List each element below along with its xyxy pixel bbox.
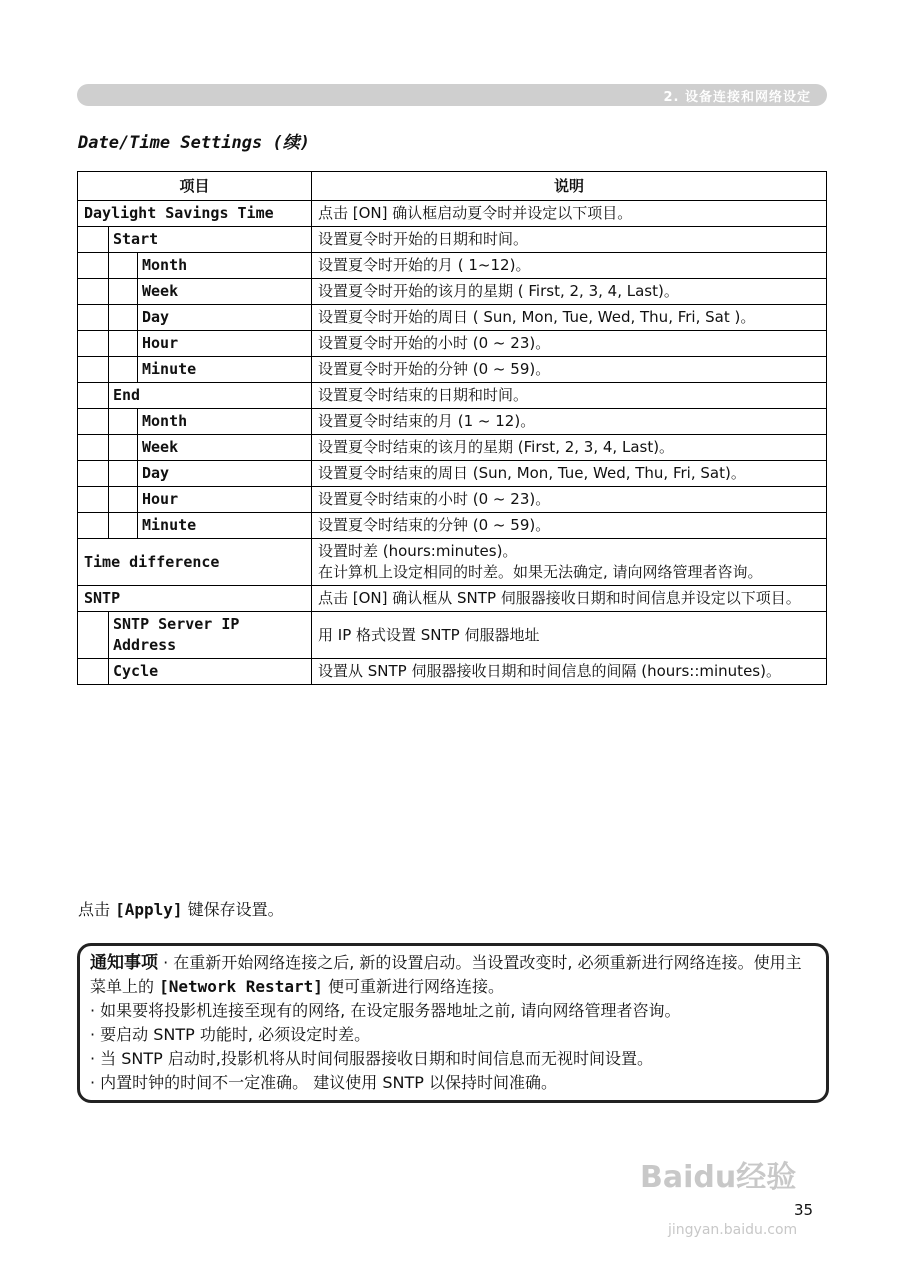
chapter-title: 2. 设备连接和网络设定: [663, 90, 811, 105]
notice-text-b: 便可重新进行网络连接。: [322, 977, 504, 996]
setting-item-label: Week: [142, 438, 179, 456]
setting-item-label: SNTP: [84, 589, 121, 607]
indent-guide-line: [137, 486, 138, 513]
setting-item: [78, 659, 312, 685]
setting-description: 设置夏令时开始的小时 (0 ~ 23)。: [312, 331, 827, 357]
setting-description: 设置夏令时开始的日期和时间。: [312, 227, 827, 253]
setting-item-label: Cycle: [113, 662, 159, 680]
setting-description: 设置夏令时结束的分钟 (0 ~ 59)。: [312, 513, 827, 539]
setting-item: [78, 357, 312, 383]
chapter-header-bar: [77, 84, 827, 106]
table-row: [78, 279, 827, 305]
setting-description: 设置时差 (hours:minutes)。 在计算机上设定相同的时差。如果无法确定, 请向网络管理者咨询。: [312, 539, 827, 586]
setting-item: [78, 586, 312, 612]
table-header-row: [78, 172, 827, 201]
setting-description: 设置夏令时开始的月 ( 1~12)。: [312, 253, 827, 279]
table-row: [78, 586, 827, 612]
setting-item-label: SNTP Server IP Address: [113, 615, 240, 654]
setting-description: 设置夏令时开始的分钟 (0 ~ 59)。: [312, 357, 827, 383]
setting-description: 设置夏令时结束的周日 (Sun, Mon, Tue, Wed, Thu, Fri, Sat)。: [312, 461, 827, 487]
setting-item: [78, 279, 312, 305]
notice-bullet: · 要启动 SNTP 功能时, 必须设定时差。: [90, 1025, 371, 1044]
table-row: [78, 331, 827, 357]
table-body: [78, 201, 827, 685]
apply-key-label: [Apply]: [115, 900, 183, 919]
indent-guide-line: [108, 382, 109, 409]
indent-guide-line: [137, 252, 138, 279]
indent-guide-line: [137, 356, 138, 383]
footnote-suffix: 键保存设置。: [182, 900, 284, 919]
setting-item-label: End: [113, 386, 141, 404]
table-row: [78, 409, 827, 435]
setting-item-label: Hour: [142, 490, 179, 508]
setting-item: [78, 253, 312, 279]
indent-guide-line: [108, 460, 109, 487]
setting-item-label: Hour: [142, 334, 179, 352]
setting-item-label: Minute: [142, 516, 197, 534]
setting-item-label: Day: [142, 464, 170, 482]
table-row: [78, 201, 827, 227]
setting-item-label: Minute: [142, 360, 197, 378]
setting-item-label: Month: [142, 412, 188, 430]
table-row: [78, 659, 827, 685]
setting-item-label: Daylight Savings Time: [84, 204, 274, 222]
notice-bullet: · 内置时钟的时间不一定准确。 建议使用 SNTP 以保持时间准确。: [90, 1073, 557, 1092]
setting-item: [78, 409, 312, 435]
indent-guide-line: [137, 278, 138, 305]
watermark-url: jingyan.baidu.com: [668, 1222, 798, 1238]
table-row: [78, 253, 827, 279]
setting-description: 用 IP 格式设置 SNTP 伺服器地址: [312, 612, 827, 659]
setting-item: [78, 227, 312, 253]
setting-description: 设置夏令时开始的该月的星期 ( First, 2, 3, 4, Last)。: [312, 279, 827, 305]
table-row: [78, 383, 827, 409]
header-description: 说明: [312, 172, 827, 201]
watermark-logo: Baidu经验: [640, 1160, 797, 1195]
notice-title: 通知事项: [90, 953, 158, 973]
setting-item: [78, 513, 312, 539]
setting-item: [78, 487, 312, 513]
setting-item-label: Month: [142, 256, 188, 274]
table-row: [78, 539, 827, 586]
indent-guide-line: [137, 460, 138, 487]
table-row: [78, 487, 827, 513]
setting-item: [78, 201, 312, 227]
setting-description: 设置夏令时结束的小时 (0 ~ 23)。: [312, 487, 827, 513]
indent-guide-line: [137, 304, 138, 331]
setting-description: 设置夏令时开始的周日 ( Sun, Mon, Tue, Wed, Thu, Fri, Sat )。: [312, 305, 827, 331]
table-row: [78, 461, 827, 487]
indent-guide-line: [108, 486, 109, 513]
indent-guide-line: [108, 356, 109, 383]
indent-guide-line: [137, 408, 138, 435]
indent-guide-line: [137, 512, 138, 539]
indent-guide-line: [108, 434, 109, 461]
apply-footnote: [78, 897, 284, 920]
indent-guide-line: [137, 330, 138, 357]
indent-guide-line: [108, 658, 109, 685]
notice-bullet: · 当 SNTP 启动时,投影机将从时间伺服器接收日期和时间信息而无视时间设置。: [90, 1049, 653, 1068]
setting-item: [78, 383, 312, 409]
setting-description: 设置夏令时结束的日期和时间。: [312, 383, 827, 409]
setting-description: 设置从 SNTP 伺服器接收日期和时间信息的间隔 (hours::minutes)。: [312, 659, 827, 685]
page-number: 35: [794, 1201, 814, 1219]
indent-guide-line: [108, 408, 109, 435]
setting-item-label: Time difference: [84, 552, 220, 571]
setting-item: [78, 435, 312, 461]
table-row: [78, 435, 827, 461]
table-row: [78, 513, 827, 539]
table-row: [78, 357, 827, 383]
setting-item: [78, 305, 312, 331]
table-row: [78, 612, 827, 659]
section-title: Date/Time Settings (续): [78, 133, 310, 153]
notice-paragraph: [90, 951, 816, 999]
table-row: [78, 227, 827, 253]
setting-description: 设置夏令时结束的月 (1 ~ 12)。: [312, 409, 827, 435]
setting-item: [78, 331, 312, 357]
indent-guide-line: [108, 304, 109, 331]
setting-item-label: Week: [142, 282, 179, 300]
setting-item: [78, 461, 312, 487]
footnote-prefix: 点击: [78, 900, 116, 919]
setting-item-label: Day: [142, 308, 170, 326]
network-restart-key: [Network Restart]: [159, 977, 323, 996]
setting-item: [78, 539, 312, 586]
indent-guide-line: [108, 512, 109, 539]
indent-guide-line: [108, 278, 109, 305]
notice-text-a: · 在重新开始网络连接之后, 新的设置启动。当设置改变时, 必须重新进行网络连接。使用主菜单上的: [90, 953, 802, 996]
indent-guide-line: [108, 226, 109, 253]
indent-guide-line: [108, 611, 109, 659]
indent-guide-line: [137, 434, 138, 461]
indent-guide-line: [108, 252, 109, 279]
setting-description: 点击 [ON] 确认框启动夏令时并设定以下项目。: [312, 201, 827, 227]
settings-table: [77, 171, 827, 685]
setting-description: 设置夏令时结束的该月的星期 (First, 2, 3, 4, Last)。: [312, 435, 827, 461]
notice-box: [77, 943, 829, 1103]
indent-guide-line: [108, 330, 109, 357]
setting-item-label: Start: [113, 230, 159, 248]
table-row: [78, 305, 827, 331]
setting-item: [78, 612, 312, 659]
setting-description: 点击 [ON] 确认框从 SNTP 伺服器接收日期和时间信息并设定以下项目。: [312, 586, 827, 612]
notice-bullet: · 如果要将投影机连接至现有的网络, 在设定服务器地址之前, 请向网络管理者咨询。: [90, 1001, 681, 1020]
header-item: 项目: [78, 172, 312, 201]
